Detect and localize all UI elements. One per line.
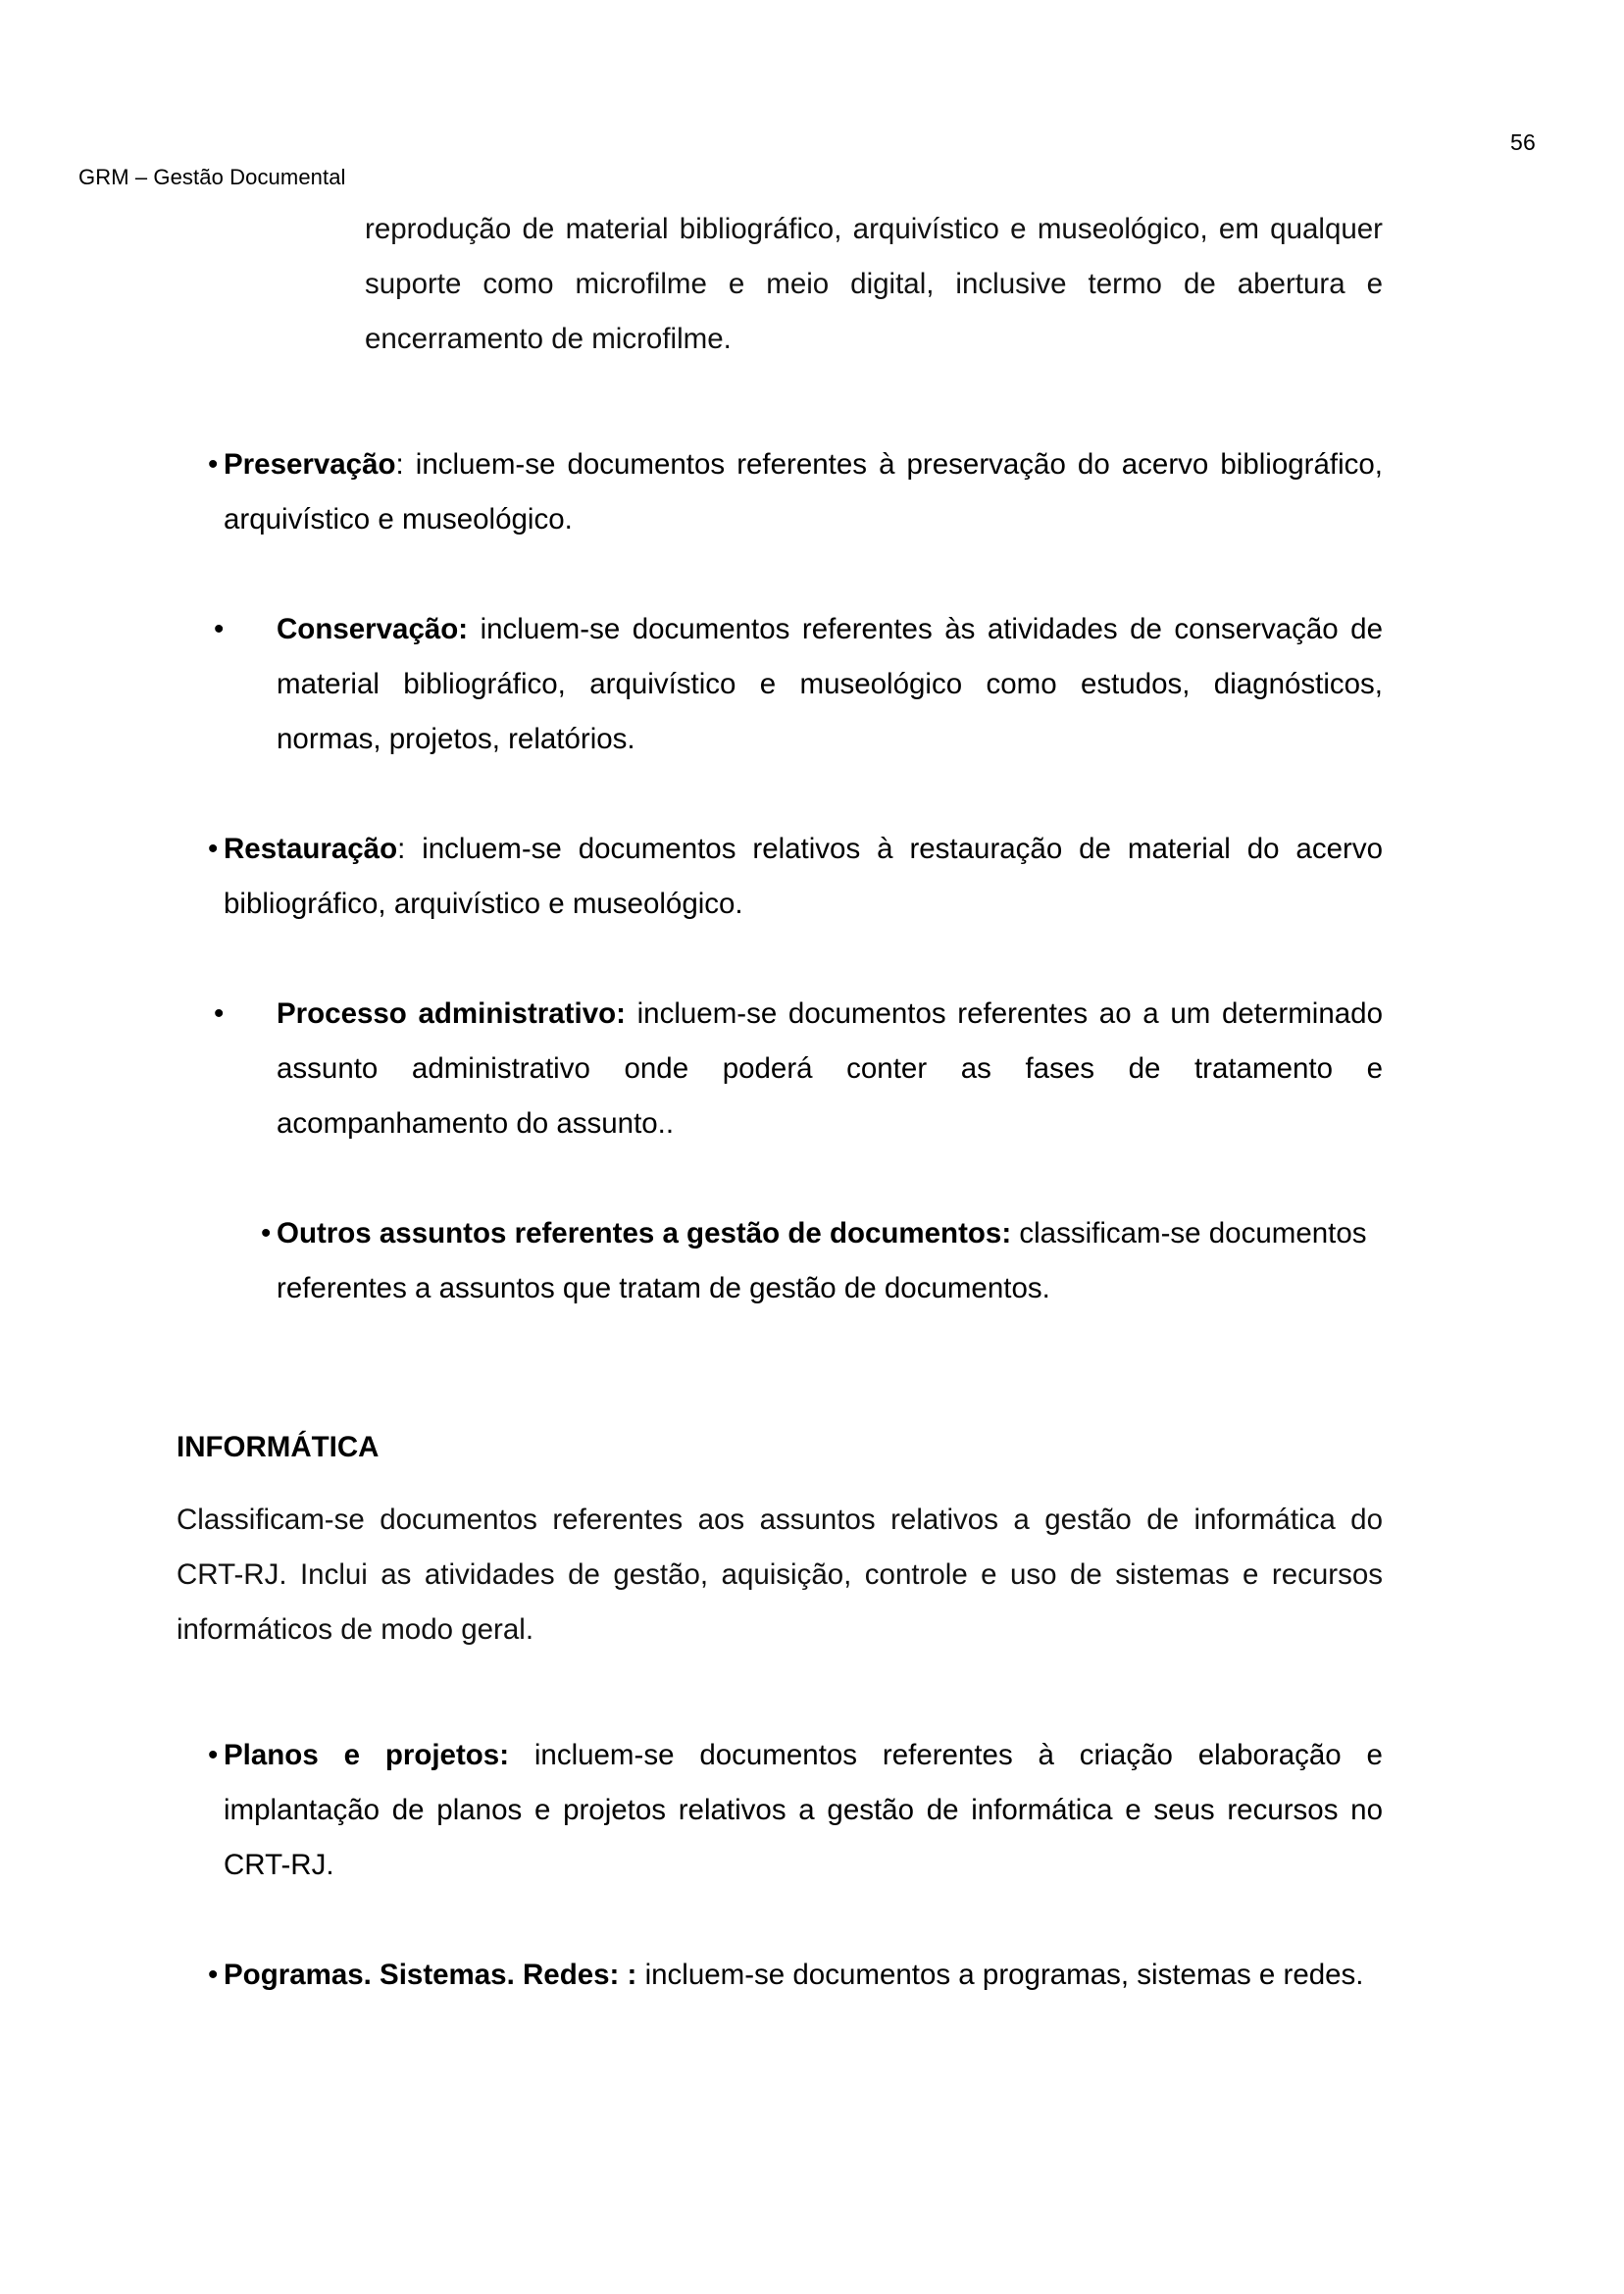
list-item bbox=[208, 822, 1383, 932]
bullet-marker-icon: • bbox=[208, 1959, 219, 1991]
spacer bbox=[0, 1387, 1624, 1420]
list-item-text bbox=[224, 1728, 1383, 1893]
list-item-term: Pogramas. Sistemas. Redes: : bbox=[224, 1959, 637, 1991]
list-item-text bbox=[224, 437, 1383, 547]
section-paragraph: Classificam-se documentos referentes aos assuntos relativos a gestão de informática do CRT-RJ. Inclui as atividades de gestão, aquisição, controle e uso de sistemas e recursos informáticos de modo geral. bbox=[177, 1504, 1383, 1646]
list-item-term: Restauração bbox=[224, 833, 398, 865]
bullet-marker-icon: • bbox=[261, 1217, 272, 1249]
list-item-term: Conservação: bbox=[277, 613, 469, 645]
list-item-text bbox=[224, 602, 1383, 767]
page-body bbox=[0, 202, 1624, 2003]
spacer bbox=[0, 1657, 1624, 1728]
spacer bbox=[0, 1316, 1624, 1387]
bullet-marker-icon: • bbox=[208, 1739, 219, 1771]
bullet-marker-icon: • bbox=[214, 997, 225, 1030]
bullet-marker-icon: • bbox=[214, 613, 225, 645]
list-item-separator bbox=[626, 997, 637, 1030]
list-item-separator bbox=[509, 1739, 534, 1771]
list-item-body: incluem-se documentos referentes à preservação do acervo bibliográfico, arquivístico e museológico. bbox=[224, 448, 1383, 535]
page-number: 56 bbox=[1510, 129, 1536, 155]
spacer bbox=[0, 1893, 1624, 1948]
running-head: GRM – Gestão Documental bbox=[78, 165, 346, 189]
list-item-body: incluem-se documentos referentes às atividades de conservação de material bibliográfico, arquivístico e museológico como estudos, diagnósticos, normas, projetos, relatórios. bbox=[277, 613, 1383, 755]
list-item-body: classificam-se documentos referentes a assuntos que tratam de gestão de documentos. bbox=[277, 1217, 1367, 1304]
list-item bbox=[214, 602, 1383, 767]
list-item bbox=[208, 437, 1383, 547]
list-item-body: incluem-se documentos referentes à criação elaboração e implantação de planos e projetos relativos a gestão de informática e seus recursos no CRT-RJ. bbox=[224, 1739, 1383, 1881]
list-item-term: Planos e projetos: bbox=[224, 1739, 510, 1771]
list-item-body: incluem-se documentos referentes ao a um determinado assunto administrativo onde poderá conter as fases de tratamento e acompanhamento do assunto.. bbox=[277, 997, 1383, 1140]
spacer bbox=[0, 547, 1624, 602]
intro-paragraph: reprodução de material bibliográfico, arquivístico e museológico, em qualquer suporte como microfilme e meio digital, inclusive termo de abertura e encerramento de microfilme. bbox=[365, 213, 1383, 355]
bullet-marker-icon: • bbox=[208, 448, 219, 481]
spacer bbox=[0, 767, 1624, 822]
list-item bbox=[214, 987, 1383, 1151]
spacer bbox=[0, 1151, 1624, 1206]
list-item-separator bbox=[636, 1959, 644, 1991]
spacer bbox=[0, 367, 1624, 437]
list-item-body: incluem-se documentos a programas, sistemas e redes. bbox=[644, 1959, 1364, 1991]
list-item-text bbox=[224, 987, 1383, 1151]
spacer bbox=[0, 932, 1624, 987]
spacer bbox=[0, 1475, 1624, 1493]
list-item-separator: : bbox=[397, 833, 423, 865]
list-item-text bbox=[224, 822, 1383, 932]
bullet-marker-icon: • bbox=[208, 833, 219, 865]
list-item-separator: : bbox=[395, 448, 416, 481]
list-item-text bbox=[224, 1948, 1383, 2003]
list-item-body: incluem-se documentos relativos à restauração de material do acervo bibliográfico, arquivístico e museológico. bbox=[224, 833, 1383, 920]
section-heading-informatica: INFORMÁTICA bbox=[177, 1431, 380, 1463]
list-item-term: Outros assuntos referentes a gestão de documentos: bbox=[277, 1217, 1012, 1249]
list-item-separator bbox=[468, 613, 480, 645]
list-item bbox=[208, 1948, 1383, 2003]
list-item-text bbox=[277, 1206, 1383, 1316]
list-item-term: Processo administrativo: bbox=[277, 997, 626, 1030]
list-item bbox=[261, 1206, 1383, 1316]
list-item-term: Preservação bbox=[224, 448, 396, 481]
list-item bbox=[208, 1728, 1383, 1893]
